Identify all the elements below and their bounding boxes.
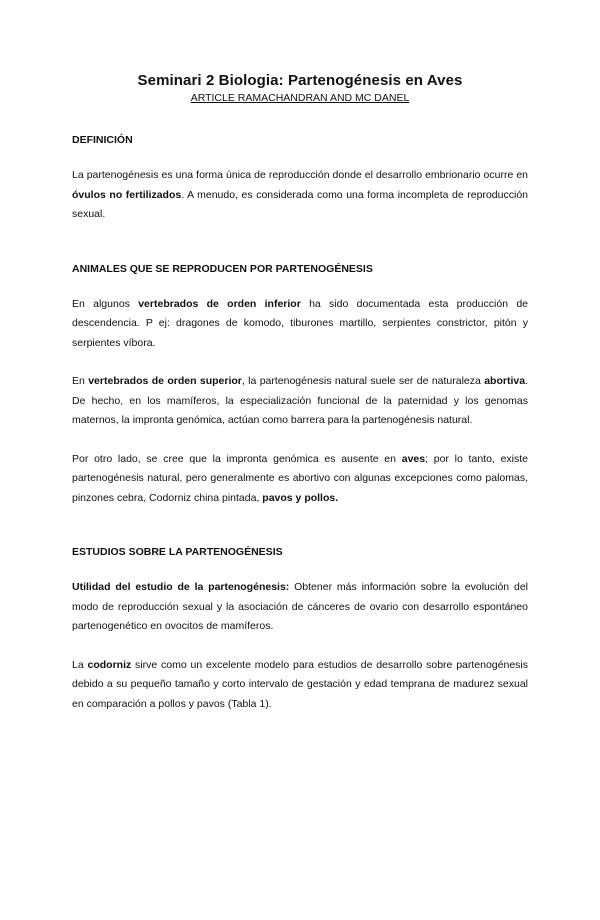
text-run: La — [72, 658, 88, 671]
paragraph-aves — [72, 450, 528, 509]
heading-definicion: DEFINICIÓN — [72, 134, 133, 146]
text-run: Obtener más información sobre la evolución del modo de reproducción sexual y la asociación de cánceres de ovario con desarrollo espontáneo partenogenético en ovocitos de mamíferos. — [72, 581, 528, 632]
paragraph-utilidad — [72, 578, 528, 637]
text-run: ; por lo tanto, existe partenogénesis natural, pero generalmente es abortivo con algunas excepciones como palomas, pinzones cebra, Codorniz china pintada, — [72, 452, 528, 504]
bold-text: óvulos no fertilizados — [72, 188, 182, 201]
text-run: ha sido documentada esta producción de descendencia. P ej: dragones de komodo, tiburones martillo, serpientes constrictor, pitón y serpientes víbora. — [72, 297, 529, 349]
text-run: . De hecho, en los mamíferos, la especialización funcional de la paternidad y los genomas maternos, la impronta genómica, actúan como barrera para la partenogénesis natural. — [72, 375, 528, 426]
paragraph-codorniz — [72, 656, 528, 715]
bold-text: vertebrados de orden superior — [88, 375, 242, 387]
bold-text: pavos y pollos. — [262, 491, 339, 504]
paragraph-orden-inferior — [72, 295, 528, 354]
heading-estudios: ESTUDIOS SOBRE LA PARTENOGÉNESIS — [72, 546, 283, 558]
document-subtitle: ARTICLE RAMACHANDRAN AND MC DANEL — [190, 92, 410, 104]
paragraph-definicion — [72, 166, 528, 225]
bold-text: vertebrados de orden inferior — [138, 297, 301, 310]
document-page — [0, 72, 600, 920]
text-run: sirve como un excelente modelo para estudios de desarrollo sobre partenogénesis debido a su pequeño tamaño y corto intervalo de gestación y edad temprana de madurez sexual en comparación a pollos y pavos (Tabla 1). — [72, 658, 528, 710]
heading-animales: ANIMALES QUE SE REPRODUCEN POR PARTENOGÉNESIS — [72, 262, 373, 275]
text-run: . A menudo, es considerada como una forma incompleta de reproducción sexual. — [72, 188, 528, 220]
text-run: , la partenogénesis natural suele ser de naturaleza — [241, 375, 485, 387]
text-run: La partenogénesis es una forma única de reproducción donde el desarrollo embrionario ocurre en — [72, 169, 528, 181]
bold-text: codorniz — [87, 658, 132, 671]
bold-text: abortiva — [484, 375, 526, 387]
paragraph-orden-superior — [72, 372, 528, 431]
bold-text: Utilidad del estudio de la partenogénesis: — [72, 581, 290, 593]
text-run: En algunos — [72, 297, 139, 310]
bold-text: aves — [401, 452, 426, 465]
text-run: Por otro lado, se cree que la impronta genómica es ausente en — [72, 452, 402, 465]
document-title: Seminari 2 Biologia: Partenogénesis en Aves — [137, 72, 463, 89]
text-run: En — [72, 375, 89, 387]
